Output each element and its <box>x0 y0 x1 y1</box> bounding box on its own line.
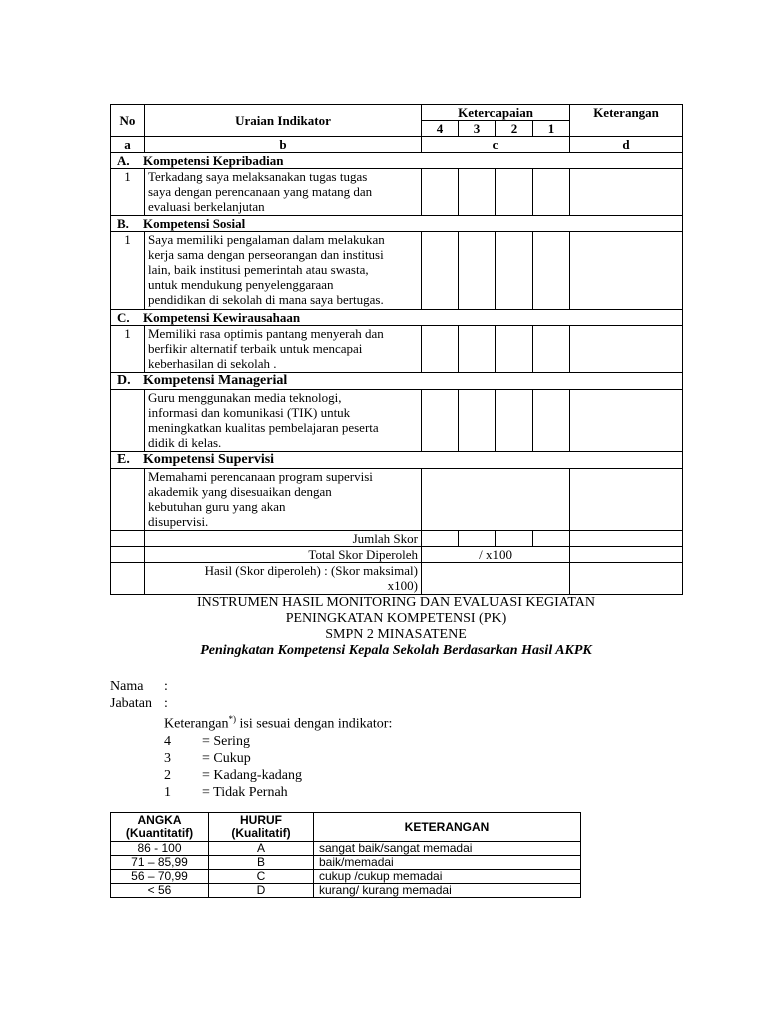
grade-keterangan: sangat baik/sangat memadai <box>314 842 581 856</box>
empty-cell <box>570 563 683 595</box>
legend-item: 4 = Sering <box>164 733 250 749</box>
legend-item: 3 = Cukup <box>164 750 251 766</box>
grade-angka: 71 – 85,99 <box>111 856 209 870</box>
title-line-3: SMPN 2 MINASATENE <box>325 627 467 642</box>
grade-table <box>110 812 581 898</box>
col-keterangan-header: Keterangan <box>570 105 683 137</box>
table-row <box>111 884 581 898</box>
col-no-header: No <box>111 105 145 137</box>
section-c-header: C. Kompetensi Kewirausahaan <box>111 310 683 326</box>
row-number: 1 <box>111 232 145 310</box>
table-row <box>111 870 581 884</box>
letter-c: c <box>422 137 570 153</box>
score-cell[interactable] <box>459 232 496 310</box>
empty-cell <box>570 531 683 547</box>
col-uraian-header: Uraian Indikator <box>145 105 422 137</box>
grade-huruf-header: HURUF (Kualitatif) <box>209 813 314 842</box>
section-b-header: B. Kompetensi Sosial <box>111 216 683 232</box>
score-2-header: 2 <box>496 121 533 137</box>
indicator-text: Terkadang saya melaksanakan tugas tugas saya dengan perencanaan yang matang dan evaluasi berkelanjutan <box>145 169 422 216</box>
score-cell[interactable] <box>496 326 533 373</box>
grade-huruf: C <box>209 870 314 884</box>
keterangan-note: Keterangan*) isi sesuai dengan indikator: <box>164 714 393 732</box>
legend-item: 2 = Kadang-kadang <box>164 767 303 783</box>
score-cell[interactable] <box>422 326 459 373</box>
keterangan-cell[interactable] <box>570 469 683 531</box>
col-ketercapaian-header: Ketercapaian <box>422 105 570 121</box>
letter-b: b <box>145 137 422 153</box>
score-cell[interactable] <box>496 232 533 310</box>
letter-d: d <box>570 137 683 153</box>
table-row <box>111 856 581 870</box>
section-e-header: E. Kompetensi Supervisi <box>111 452 683 469</box>
grade-angka: 56 – 70,99 <box>111 870 209 884</box>
score-cell[interactable] <box>459 169 496 216</box>
keterangan-cell[interactable] <box>570 390 683 452</box>
score-cell[interactable] <box>459 531 496 547</box>
keterangan-cell[interactable] <box>570 169 683 216</box>
row-number <box>111 469 145 531</box>
empty-cell <box>111 563 145 595</box>
title-subtitle: Peningkatan Kompetensi Kepala Sekolah Berdasarkan Hasil AKPK <box>200 643 592 658</box>
score-cell[interactable] <box>459 390 496 452</box>
section-d-header: D. Kompetensi Managerial <box>111 373 683 390</box>
jumlah-skor-label: Jumlah Skor <box>145 531 422 547</box>
score-cell[interactable] <box>422 169 459 216</box>
total-skor-formula[interactable]: / x100 <box>422 547 570 563</box>
score-1-header: 1 <box>533 121 570 137</box>
grade-keterangan: kurang/ kurang memadai <box>314 884 581 898</box>
indicator-text: Memiliki rasa optimis pantang menyerah dan berfikir alternatif terbaik untuk mencapai keberhasilan di sekolah . <box>145 326 422 373</box>
score-4-header: 4 <box>422 121 459 137</box>
total-skor-label: Total Skor Diperoleh <box>145 547 422 563</box>
row-number: 1 <box>111 169 145 216</box>
identity-fields <box>110 679 168 712</box>
grade-huruf: A <box>209 842 314 856</box>
keterangan-cell[interactable] <box>570 326 683 373</box>
grade-angka-header: ANGKA (Kuantitatif) <box>111 813 209 842</box>
indicator-text: Memahami perencanaan program supervisi akademik yang disesuaikan dengan kebutuhan guru yang akan disupervisi. <box>145 469 422 531</box>
empty-cell <box>570 547 683 563</box>
score-cell[interactable] <box>422 232 459 310</box>
empty-cell <box>111 547 145 563</box>
hasil-label: Hasil (Skor diperoleh) : (Skor maksimal) x100) <box>145 563 422 595</box>
score-cell[interactable] <box>533 531 570 547</box>
grade-angka: 86 - 100 <box>111 842 209 856</box>
indicator-text: Saya memiliki pengalaman dalam melakukan kerja sama dengan perseorangan dan institusi lain, baik institusi pemerintah atau swasta, untuk mendukung penyelenggaraan pendidikan di sekolah di mana saya bertugas. <box>145 232 422 310</box>
grade-keterangan-header: KETERANGAN <box>314 813 581 842</box>
score-cell[interactable] <box>459 326 496 373</box>
legend-item: 1 = Tidak Pernah <box>164 784 288 800</box>
hasil-value-cell[interactable] <box>422 563 570 595</box>
score-cell[interactable] <box>422 531 459 547</box>
row-number <box>111 390 145 452</box>
indicator-text: Guru menggunakan media teknologi, informasi dan komunikasi (TIK) untuk meningkatkan kualitas pembelajaran peserta didik di kelas. <box>145 390 422 452</box>
grade-keterangan: baik/memadai <box>314 856 581 870</box>
keterangan-cell[interactable] <box>570 232 683 310</box>
jabatan-row[interactable]: Jabatan : <box>110 695 168 711</box>
grade-huruf: B <box>209 856 314 870</box>
score-cell-merged[interactable] <box>422 469 570 531</box>
grade-huruf: D <box>209 884 314 898</box>
grade-keterangan: cukup /cukup memadai <box>314 870 581 884</box>
score-cell[interactable] <box>533 169 570 216</box>
score-cell[interactable] <box>422 390 459 452</box>
document-title <box>110 595 682 659</box>
nama-row[interactable]: Nama : <box>110 679 168 694</box>
indicator-table <box>110 104 683 595</box>
table-row <box>111 842 581 856</box>
score-cell[interactable] <box>496 390 533 452</box>
score-cell[interactable] <box>496 169 533 216</box>
letter-a: a <box>111 137 145 153</box>
title-line-1: INSTRUMEN HASIL MONITORING DAN EVALUASI KEGIATAN <box>197 595 595 610</box>
row-number: 1 <box>111 326 145 373</box>
score-3-header: 3 <box>459 121 496 137</box>
section-a-header: A. Kompetensi Kepribadian <box>111 153 683 169</box>
title-line-2: PENINGKATAN KOMPETENSI (PK) <box>285 611 507 626</box>
score-cell[interactable] <box>533 326 570 373</box>
score-cell[interactable] <box>533 390 570 452</box>
grade-angka: < 56 <box>111 884 209 898</box>
score-cell[interactable] <box>496 531 533 547</box>
empty-cell <box>111 531 145 547</box>
score-legend <box>164 711 392 801</box>
score-cell[interactable] <box>533 232 570 310</box>
